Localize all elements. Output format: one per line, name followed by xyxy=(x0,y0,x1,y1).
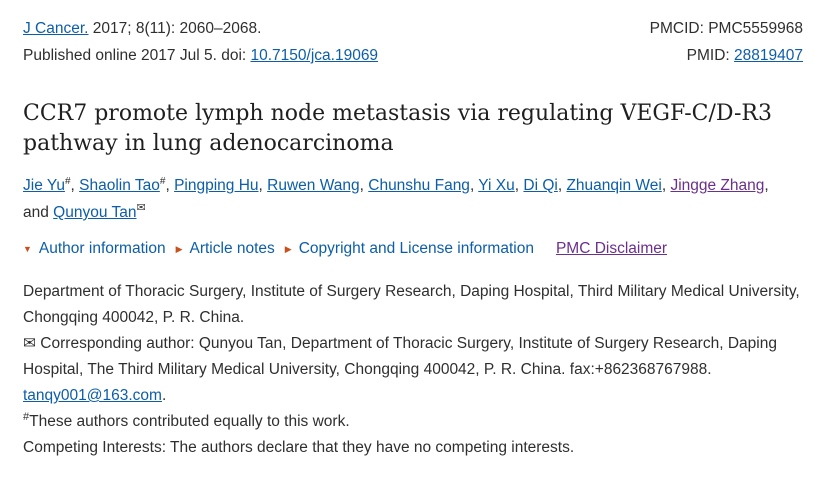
email-trailer: . xyxy=(161,387,167,404)
doi-link[interactable]: 10.7150/jca.19069 xyxy=(250,47,379,64)
equal-contribution-note xyxy=(23,409,813,435)
author-list: Jie Yu#, Shaolin Tao#, Pingping Hu, Ruwen Wang, Chunshu Fang, Yi Xu, Di Qi, Zhuanqin Wei, Jingge Zhang, and Qunyou Tan✉ xyxy=(23,175,769,221)
published-label: Published online 2017 Jul 5. doi: xyxy=(23,47,251,64)
separator: , xyxy=(514,177,524,194)
separator: , xyxy=(70,177,80,194)
separator: , xyxy=(165,177,175,194)
corresponding-text: Corresponding author: Qunyou Tan, Department of Thoracic Surgery, Institute of Surgery Research, Daping Hospital, The Third Military Medical University, Chongqing 400042, P. R. China. fax:+862368767988. xyxy=(23,335,777,378)
author-link[interactable]: Chunshu Fang xyxy=(368,177,470,194)
article-title: CCR7 promote lymph node metastasis via regulating VEGF-C/D-R3 pathway in lung adenocarcinoma xyxy=(23,101,772,156)
pmcid: PMCID: PMC5559968 xyxy=(649,20,803,37)
published-info xyxy=(23,46,378,66)
competing-interests: Competing Interests: The authors declare that they have no competing interests. xyxy=(23,439,575,456)
author-link[interactable]: Jingge Zhang xyxy=(670,177,765,194)
corresponding-author xyxy=(23,331,813,409)
citation-row xyxy=(23,19,803,39)
triangle-right-icon: ▶ xyxy=(175,244,183,254)
pmc-disclaimer-link[interactable]: PMC Disclaimer xyxy=(555,240,668,257)
journal-link[interactable]: J Cancer. xyxy=(23,20,89,37)
publication-row xyxy=(23,46,803,66)
equal-contribution-mark: # xyxy=(159,175,166,187)
separator: , xyxy=(258,177,268,194)
tab-label: Author information xyxy=(38,240,166,257)
separator: , xyxy=(764,177,769,194)
author-link[interactable]: Di Qi xyxy=(523,177,558,194)
author-link[interactable]: Shaolin Tao xyxy=(79,177,160,194)
equal-note-text: These authors contributed equally to this work. xyxy=(29,413,350,430)
triangle-right-icon: ▶ xyxy=(284,244,292,254)
tab-label: Article notes xyxy=(189,240,275,257)
author-link[interactable]: Qunyou Tan xyxy=(53,204,137,221)
author-link[interactable]: Ruwen Wang xyxy=(267,177,360,194)
article-tabs xyxy=(23,238,667,260)
author-link[interactable]: Jie Yu xyxy=(23,177,65,194)
department-affiliation: Department of Thoracic Surgery, Institute of Surgery Research, Daping Hospital, Third Military Medical University, Chongqing 400042, P. R. China. xyxy=(23,283,800,326)
tab-copyright-license[interactable] xyxy=(285,238,534,260)
volume-info: 2017; 8(11): 2060–2068. xyxy=(88,20,262,37)
author-link[interactable]: Yi Xu xyxy=(478,177,515,194)
email-link[interactable]: tanqy001@163.com xyxy=(23,387,162,404)
and-label: and xyxy=(23,204,54,221)
author-link[interactable]: Pingping Hu xyxy=(174,177,259,194)
separator: , xyxy=(661,177,671,194)
pmid xyxy=(687,46,803,66)
tab-article-notes[interactable] xyxy=(176,238,275,260)
separator: , xyxy=(359,177,369,194)
tab-author-information[interactable] xyxy=(23,238,166,260)
affiliation-section xyxy=(23,279,813,461)
envelope-icon: ✉ xyxy=(23,335,36,352)
tab-label: Copyright and License information xyxy=(298,240,534,257)
separator: , xyxy=(469,177,479,194)
separator: , xyxy=(557,177,567,194)
author-link[interactable]: Zhuanqin Wei xyxy=(566,177,662,194)
pmid-label: PMID: xyxy=(686,47,735,64)
journal-citation xyxy=(23,19,261,39)
equal-contribution-mark: # xyxy=(23,410,30,423)
triangle-down-icon: ▼ xyxy=(23,244,32,254)
pmid-link[interactable]: 28819407 xyxy=(734,47,803,64)
equal-contribution-mark: # xyxy=(64,175,71,187)
